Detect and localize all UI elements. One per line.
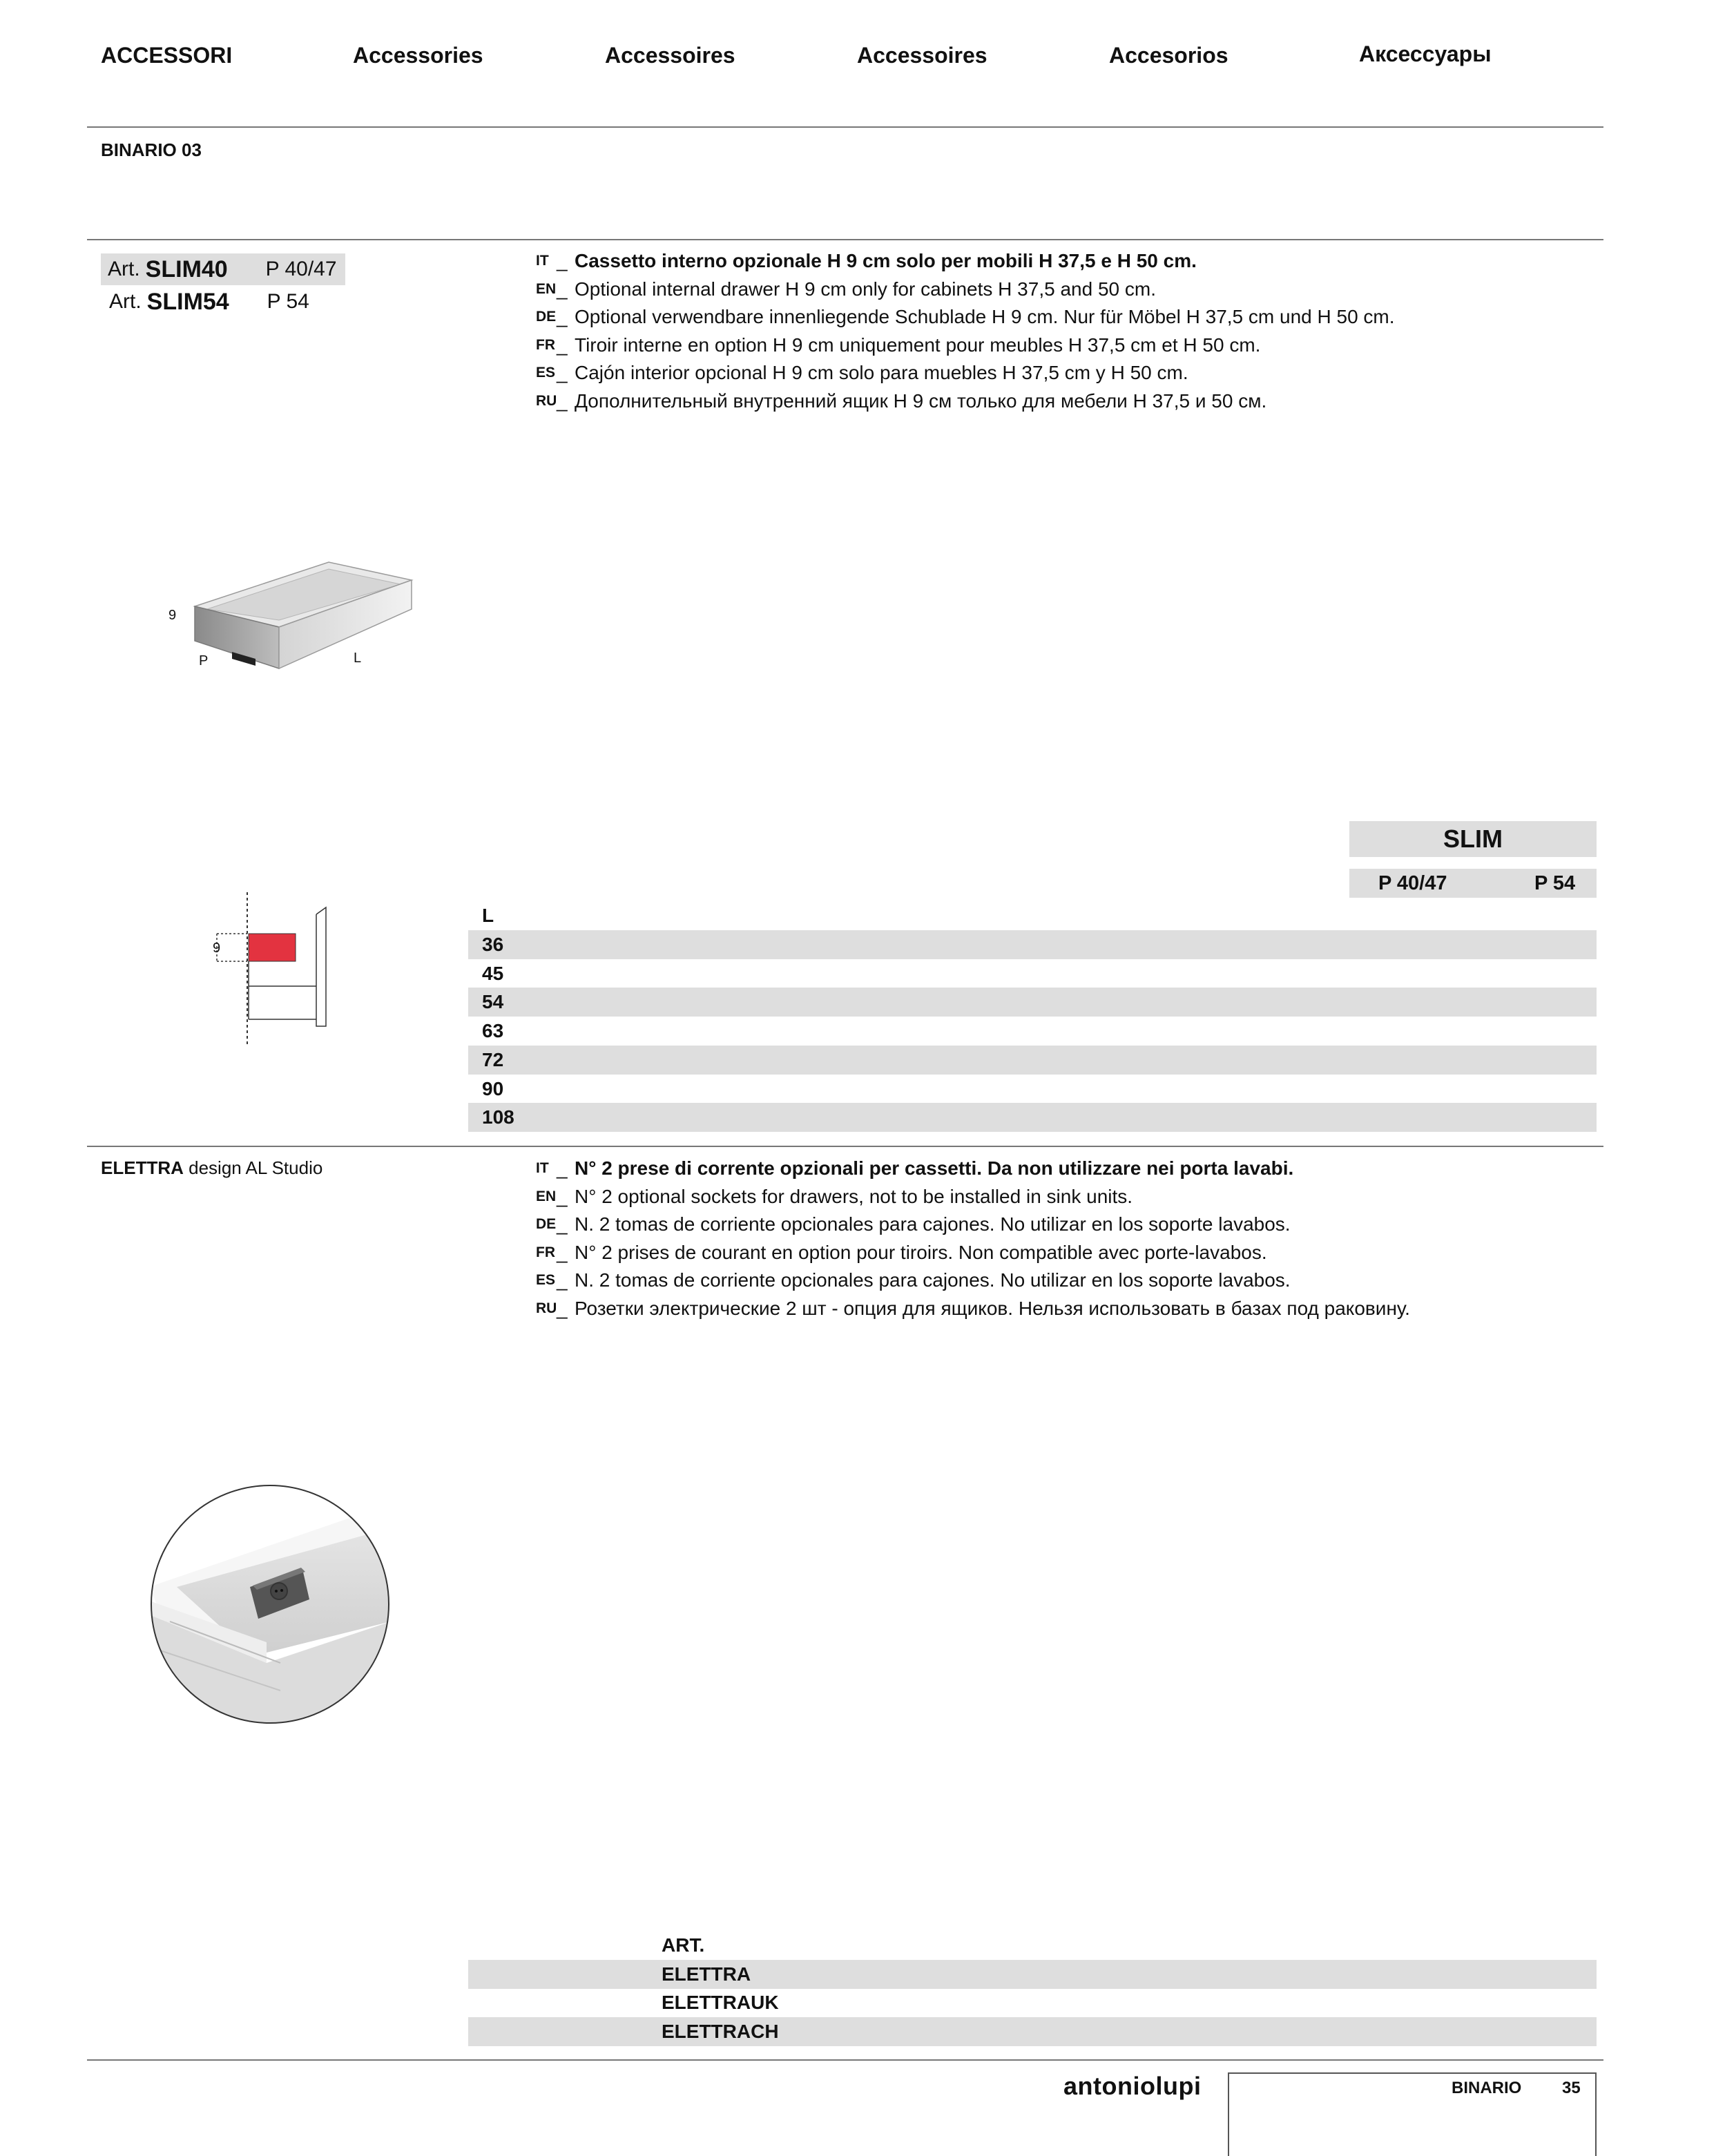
table-row [468,1103,1597,1132]
art-code: ELETTRAUK [662,1991,779,2013]
header-title-de: Accessoires [605,43,735,68]
footer-section: BINARIO [1452,2079,1522,2097]
drawing-width-label: L [354,651,362,666]
lang-code: ES [536,1272,556,1289]
row-value: 63 [482,1019,504,1041]
description-text: Дополнительный внутренний ящик H 9 см только для мебели H 37,5 и 50 см. [575,389,1267,412]
divider [87,126,1603,128]
divider [87,239,1603,240]
article-depth: P 54 [267,290,309,313]
article-code: SLIM54 [146,288,229,315]
description-line-ru [536,1295,1410,1323]
page-number: 35 [1562,2079,1581,2097]
description-line-en [536,1183,1410,1211]
table-row [468,1046,1597,1075]
art-code: ELETTRA [662,1963,751,1985]
art-code: ELETTRACH [662,2020,779,2042]
lang-code: RU [536,1300,557,1316]
header-title-en: Accessories [353,43,483,68]
lang-code: EN [536,280,557,297]
article-prefix: Art. [108,258,140,280]
lang-code: IT [536,1160,549,1177]
divider [87,2059,1603,2061]
elettra-title [101,1157,322,1179]
section-drawing-label: 9 [213,941,221,956]
description-line-es [536,359,1395,387]
lang-code: FR [536,1244,555,1260]
header-title-it: ACCESSORI [101,43,233,68]
description-text: Optional verwendbare innenliegende Schublade H 9 cm. Nur für Möbel H 37,5 cm und H 50 cm. [575,306,1395,328]
slim-description [536,247,1395,415]
divider [87,1146,1603,1147]
description-text: Tiroir interne en option H 9 cm uniquement pour meubles H 37,5 cm et H 50 cm. [575,334,1261,356]
elettra-description [536,1155,1410,1322]
description-line-de [536,303,1395,331]
description-line-de [536,1211,1410,1239]
header-title-es: Accesorios [1109,43,1228,68]
separator: _ [557,1213,568,1235]
article-code: SLIM40 [145,256,228,282]
description-text: N° 2 prese di corrente opzionali per cassetti. Da non utilizzare nei porta lavabi. [575,1157,1294,1180]
table-row [468,2017,1597,2046]
separator: _ [557,334,568,356]
separator: _ [557,1185,568,1207]
table-row [468,959,1597,988]
table-row [468,930,1597,959]
table-row [468,1960,1597,1989]
section-label: BINARIO 03 [101,139,202,160]
brand-logo: antoniolupi [1063,2072,1202,2100]
slim-table-title: SLIM [1349,821,1597,857]
drawing-depth-label: P [199,653,209,668]
description-line-fr [536,331,1395,360]
separator: _ [557,1269,568,1291]
description-line-en [536,276,1395,304]
art-table-header [468,1931,1597,1960]
table-row [468,1017,1597,1046]
separator: _ [557,306,568,328]
product-name: ELETTRA [101,1157,184,1178]
header-title-ru: Аксессуары [1359,41,1492,66]
description-text: N° 2 prises de courant en option pour tiroirs. Non compatible avec porte-lavabos. [575,1241,1267,1263]
lang-code: DE [536,1216,557,1233]
separator: _ [557,1297,568,1319]
description-text: Cajón interior opcional H 9 cm solo para muebles H 37,5 cm y H 50 cm. [575,362,1188,384]
row-value: 45 [482,962,504,984]
row-value: 108 [482,1106,514,1128]
description-line-it [536,1155,1410,1183]
table-row [468,1988,1597,2017]
article-depth: P 40/47 [265,258,337,280]
separator: _ [557,250,568,272]
lang-code: FR [536,336,555,353]
description-text: N° 2 optional sockets for drawers, not to be installed in sink units. [575,1185,1133,1207]
separator: _ [557,389,568,412]
lang-code: DE [536,309,557,325]
row-value: 72 [482,1048,504,1070]
article-prefix: Art. [109,290,142,313]
lang-code: RU [536,392,557,409]
description-text: N. 2 tomas de corriente opcionales para cajones. No utilizar en los soporte lavabos. [575,1213,1291,1235]
description-line-fr [536,1239,1410,1267]
product-designer: design AL Studio [189,1157,323,1178]
table-row-header [468,901,1597,930]
description-text: Optional internal drawer H 9 cm only for cabinets H 37,5 and 50 cm. [575,278,1156,300]
drawer-illustration [186,552,421,684]
lang-code: IT [536,253,549,269]
row-header-label: L [482,904,494,926]
column-header: P 40/47 [1378,872,1447,894]
table-row [468,1075,1597,1104]
column-header: P 54 [1534,872,1576,894]
article-row-slim54 [101,286,309,318]
footer-box [1228,2072,1597,2156]
description-line-ru [536,387,1395,416]
row-value: 90 [482,1077,504,1099]
table-row [468,988,1597,1017]
row-value: 36 [482,933,504,955]
description-line-it [536,247,1395,276]
slim-table-columns [1349,869,1597,898]
separator: _ [557,362,568,384]
separator: _ [557,1157,568,1180]
row-value: 54 [482,990,504,1012]
description-line-es [536,1267,1410,1295]
article-row-slim40 [101,253,345,285]
description-text: Cassetto interno opzionale H 9 cm solo per mobili H 37,5 e H 50 cm. [575,250,1197,272]
drawing-height-label: 9 [168,608,177,623]
description-text: Розетки электрические 2 шт - опция для ящиков. Нельзя использовать в базах под раковину. [575,1297,1410,1319]
lang-code: EN [536,1188,557,1204]
art-header-label: ART. [662,1934,705,1956]
lang-code: ES [536,365,556,381]
description-text: N. 2 tomas de corriente opcionales para cajones. No utilizar en los soporte lavabos. [575,1269,1291,1291]
section-drawing [207,891,345,1057]
separator: _ [557,278,568,300]
header-title-fr: Accessoires [857,43,987,68]
elettra-socket-illustration [149,1483,391,1725]
separator: _ [557,1241,568,1263]
